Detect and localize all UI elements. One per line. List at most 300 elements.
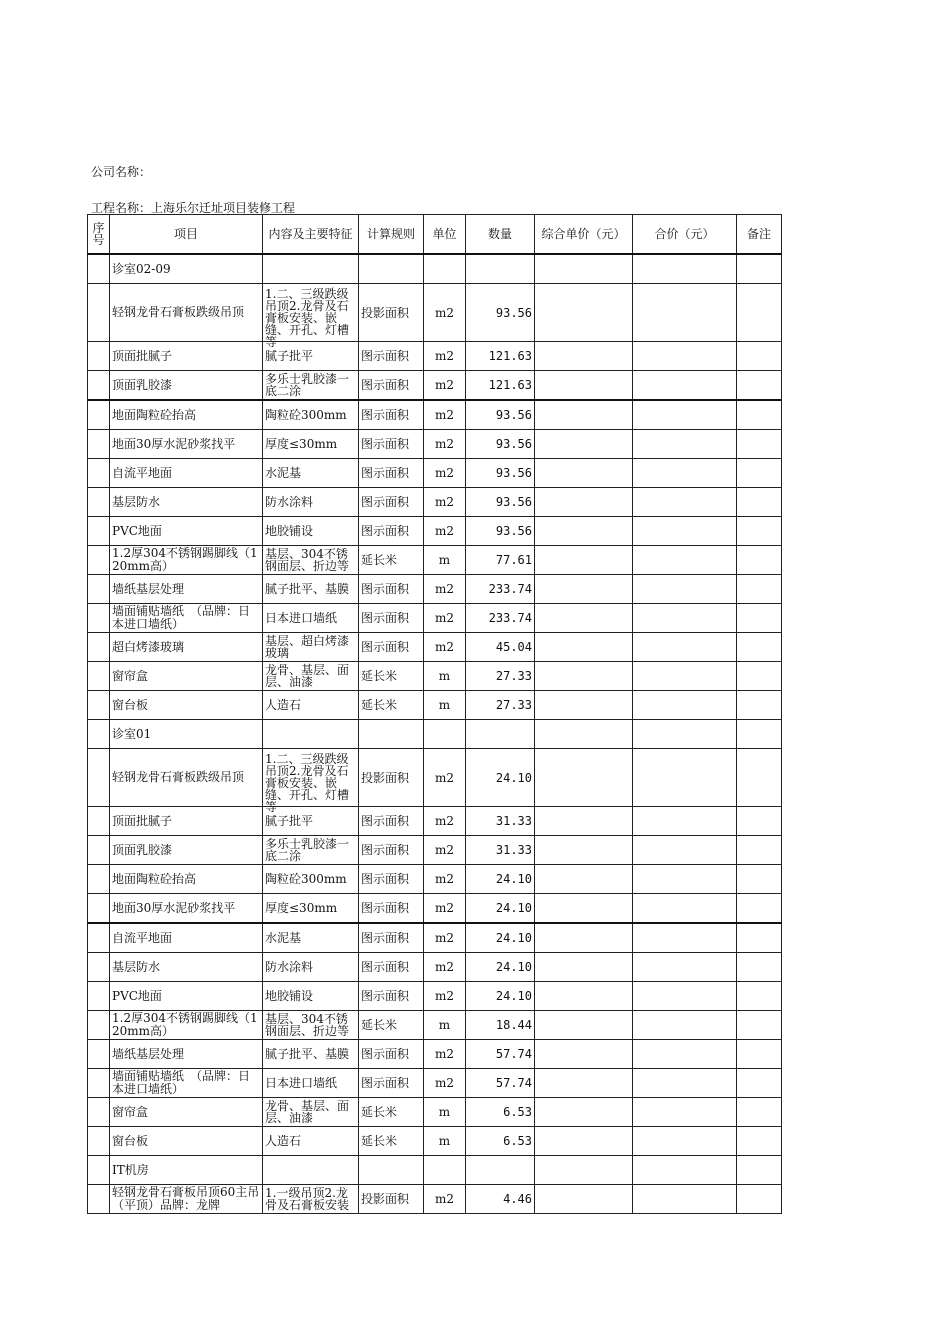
cell-item-text: IT机房 [112,1162,149,1177]
cell-price [535,1011,633,1040]
cell-unit-text: m2 [434,989,454,1003]
cell-seq [88,284,110,342]
cell-seq [88,517,110,546]
cell-qty-text: 24.10 [495,960,532,974]
cell-unit [424,371,466,401]
cell-qty [466,807,535,836]
cell-unit-text: m [438,698,451,712]
cell-unit [424,1040,466,1069]
cell-item-text: 轻钢龙骨石膏板吊顶60主吊（平顶）品牌：龙牌 [112,1185,260,1212]
cell-unit [424,662,466,691]
cell-qty [466,953,535,982]
table-row [88,953,782,982]
cell-item [110,1185,263,1214]
cell-unit-text: m2 [434,466,454,480]
section-row [88,1156,782,1185]
cell-price [535,371,633,401]
cell-total [633,459,737,488]
cell-qty-text: 93.56 [495,495,532,509]
cell-price [535,254,633,284]
cell-item [110,662,263,691]
cell-item [110,488,263,517]
cell-qty [466,342,535,371]
cell-unit-text: m2 [434,814,454,828]
cell-qty-text: 57.74 [495,1076,532,1090]
cell-rule-text: 图示面积 [361,495,410,509]
cell-desc-text: 日本进口墙纸 [265,611,338,625]
cell-rule [359,836,424,865]
table-row [88,865,782,894]
cell-item-text: 窗台板 [112,697,149,712]
cell-item [110,982,263,1011]
cell-desc-text: 龙骨、基层、面层、油漆 [265,663,350,689]
cell-unit [424,284,466,342]
cell-qty-text: 93.56 [495,305,532,320]
cell-item [110,749,263,807]
cell-remark [737,1040,782,1069]
cell-price [535,953,633,982]
cell-qty-text: 57.74 [495,1047,532,1061]
cell-desc [263,1069,359,1098]
cell-item-text: 墙面铺贴墙纸 （品牌：日本进口墙纸） [112,1069,251,1096]
cell-unit [424,1156,466,1185]
cell-remark [737,488,782,517]
cell-rule-text: 图示面积 [361,408,410,422]
cell-qty-text: 6.53 [503,1134,532,1148]
cell-item [110,575,263,604]
cell-item-text: 墙面铺贴墙纸 （品牌：日本进口墙纸） [112,604,251,631]
cell-unit-text: m2 [434,378,454,392]
cell-rule-text: 延长米 [361,1018,398,1032]
cell-item [110,284,263,342]
cell-qty-text: 24.10 [495,931,532,945]
table-row [88,1185,782,1214]
cell-price [535,1040,633,1069]
cell-qty-text: 27.33 [495,698,532,712]
cell-item-text: 地面陶粒砼抬高 [112,871,197,886]
cell-qty [466,517,535,546]
cell-desc [263,633,359,662]
cell-item [110,953,263,982]
cell-unit-text: m2 [434,495,454,509]
cell-desc-text: 日本进口墙纸 [265,1076,338,1090]
cell-price [535,865,633,894]
cell-seq [88,575,110,604]
cell-qty-text: 18.44 [495,1018,532,1032]
cell-qty-text: 93.56 [495,437,532,451]
cell-seq [88,982,110,1011]
header-unit: 单位 [424,215,466,255]
cell-desc [263,604,359,633]
cell-desc [263,517,359,546]
cell-rule [359,400,424,430]
cell-desc [263,488,359,517]
cell-total [633,691,737,720]
cell-qty-text: 121.63 [488,349,532,363]
cell-rule [359,1185,424,1214]
cell-rule [359,691,424,720]
cell-rule [359,1098,424,1127]
cell-total [633,1156,737,1185]
cell-price [535,284,633,342]
cell-qty-text: 24.10 [495,989,532,1003]
cell-desc-text: 1.二、三级跌级吊顶2.龙骨及石膏板安装、嵌缝、开孔、灯槽等 [265,286,350,349]
cell-rule-text: 延长米 [361,1105,398,1119]
cell-seq [88,371,110,401]
cell-remark [737,894,782,924]
cell-price [535,459,633,488]
cell-rule-text: 投影面积 [361,305,410,320]
cell-rule [359,894,424,924]
cell-price [535,662,633,691]
cell-total [633,633,737,662]
cell-qty-text: 77.61 [495,553,532,567]
cell-rule-text: 图示面积 [361,437,410,451]
cell-price [535,575,633,604]
section-row [88,254,782,284]
cell-desc-text: 腻子批平 [265,814,314,828]
cell-remark [737,953,782,982]
cell-remark [737,284,782,342]
cell-qty-text: 93.56 [495,408,532,422]
cell-unit-text: m2 [434,1192,454,1206]
cell-desc [263,284,359,349]
cell-unit [424,1098,466,1127]
cell-qty [466,430,535,459]
project-name-label: 工程名称：上海乐尔迁址项目装修工程 [91,201,296,215]
cell-rule [359,982,424,1011]
cell-item [110,1011,263,1040]
cell-rule [359,488,424,517]
cell-remark [737,1011,782,1040]
cell-item-text: 自流平地面 [112,930,173,945]
cell-desc [263,430,359,459]
table-row [88,749,782,807]
cell-item [110,923,263,953]
cell-desc-text: 龙骨、基层、面层、油漆 [265,1099,350,1125]
cell-rule [359,662,424,691]
cell-item-text: 诊室02-09 [112,261,171,276]
cell-rule [359,254,424,284]
cell-price [535,807,633,836]
cell-rule [359,284,424,342]
cell-desc-text: 陶粒砼300mm [265,872,347,886]
cell-unit-text: m [438,669,451,683]
cell-seq [88,691,110,720]
cell-seq [88,1098,110,1127]
cell-seq [88,254,110,284]
cell-qty-text: 24.10 [495,901,532,915]
header-remark: 备注 [737,215,782,255]
cell-desc-text: 水泥基 [265,466,302,480]
header-item: 项目 [110,215,263,255]
cell-seq [88,1040,110,1069]
cell-unit [424,546,466,575]
cell-qty [466,371,535,401]
table-row [88,371,782,401]
cell-total [633,953,737,982]
cell-rule-text: 图示面积 [361,378,410,392]
cell-remark [737,430,782,459]
cell-qty-text: 121.63 [488,378,532,392]
cell-rule-text: 图示面积 [361,640,410,654]
cell-rule-text: 图示面积 [361,524,410,538]
cell-unit [424,517,466,546]
cell-price [535,1098,633,1127]
cell-unit-text: m [438,1018,451,1032]
cell-desc [263,1098,359,1127]
cell-rule-text: 图示面积 [361,960,410,974]
cell-item [110,633,263,662]
cell-item-text: 基层防水 [112,959,161,974]
cell-qty [466,1098,535,1127]
cell-seq [88,1127,110,1156]
cell-qty [466,836,535,865]
cell-remark [737,865,782,894]
cell-qty [466,400,535,430]
cell-rule [359,807,424,836]
cell-seq [88,836,110,865]
cell-unit [424,400,466,430]
cell-rule [359,720,424,749]
cell-total [633,720,737,749]
cell-unit-text: m [438,1105,451,1119]
cell-rule [359,371,424,401]
cell-unit-text: m2 [434,582,454,596]
cell-item-text: 墙纸基层处理 [112,581,185,596]
cell-price [535,720,633,749]
table-row [88,546,782,575]
cell-unit [424,430,466,459]
table-row [88,894,782,924]
cell-unit [424,865,466,894]
cell-rule [359,459,424,488]
table-body [88,215,782,1214]
cell-unit [424,459,466,488]
cell-item [110,1069,263,1098]
cell-rule-text: 图示面积 [361,611,410,625]
cell-remark [737,342,782,371]
cell-desc-text: 防水涂料 [265,960,314,974]
cell-desc-text: 腻子批平、基膜 [265,582,350,596]
cell-remark [737,982,782,1011]
cell-qty [466,1069,535,1098]
cell-desc-text: 腻子批平 [265,349,314,363]
cell-remark [737,633,782,662]
cell-unit [424,982,466,1011]
cell-remark [737,400,782,430]
cell-unit-text: m [438,1134,451,1148]
cell-qty [466,488,535,517]
cell-rule-text: 图示面积 [361,872,410,886]
table-row [88,1098,782,1127]
cell-desc-text: 1.一级吊顶2.龙骨及石膏板安装 [265,1186,350,1212]
cell-item [110,1127,263,1156]
cell-unit-text: m2 [434,770,454,785]
cell-item-text: 1.2厚304不锈钢踢脚线（120mm高） [112,546,258,573]
cell-rule-text: 延长米 [361,698,398,712]
cell-item-text: PVC地面 [112,523,162,538]
cell-unit [424,953,466,982]
cell-qty [466,662,535,691]
cell-item [110,604,263,633]
cell-unit-text: m2 [434,408,454,422]
cell-item-text: 墙纸基层处理 [112,1046,185,1061]
cell-rule-text: 图示面积 [361,1047,410,1061]
cell-desc [263,894,359,924]
table-row [88,488,782,517]
cell-price [535,1185,633,1214]
cell-desc [263,982,359,1011]
cell-item-text: 地面陶粒砼抬高 [112,407,197,422]
cell-desc-text: 基层、304不锈钢面层、折边等 [265,547,350,573]
table-row [88,662,782,691]
cell-rule-text: 延长米 [361,1134,398,1148]
cell-qty [466,633,535,662]
cell-qty [466,749,535,807]
table-row [88,633,782,662]
cell-item-text: 自流平地面 [112,465,173,480]
cell-item-text: 1.2厚304不锈钢踢脚线（120mm高） [112,1011,258,1038]
table-row [88,1127,782,1156]
cell-rule [359,865,424,894]
table-row [88,1040,782,1069]
cell-qty-text: 93.56 [495,524,532,538]
cell-seq [88,1011,110,1040]
cell-desc-text: 陶粒砼300mm [265,408,347,422]
cell-price [535,894,633,924]
cell-remark [737,459,782,488]
cell-desc [263,662,359,691]
cell-remark [737,254,782,284]
cell-desc [263,400,359,430]
cell-unit-text: m2 [434,305,454,320]
cell-seq [88,488,110,517]
cell-qty-text: 24.10 [495,872,532,886]
cell-desc-text: 人造石 [265,698,302,712]
cell-rule [359,575,424,604]
cell-total [633,1127,737,1156]
cell-item [110,342,263,371]
cell-desc-text: 腻子批平、基膜 [265,1047,350,1061]
cell-total [633,662,737,691]
cell-desc [263,923,359,953]
cell-total [633,517,737,546]
table-row [88,517,782,546]
cell-item-text: 轻钢龙骨石膏板跌级吊顶 [112,305,245,319]
cell-seq [88,430,110,459]
cell-item [110,400,263,430]
cell-qty [466,1127,535,1156]
cell-item [110,720,263,749]
cell-item-text: 顶面乳胶漆 [112,842,173,857]
cell-rule [359,749,424,807]
cell-total [633,284,737,342]
cell-total [633,342,737,371]
table-row [88,342,782,371]
table-row [88,807,782,836]
cell-unit [424,1127,466,1156]
cell-remark [737,371,782,401]
cell-item [110,836,263,865]
cell-rule [359,1156,424,1185]
cell-seq [88,633,110,662]
cell-item [110,807,263,836]
cell-item [110,894,263,924]
cell-unit [424,254,466,284]
cell-rule-text: 图示面积 [361,466,410,480]
header-rule: 计算规则 [359,215,424,255]
cell-seq [88,749,110,807]
cell-seq [88,604,110,633]
cell-rule [359,517,424,546]
cell-seq [88,1185,110,1214]
cell-unit-text: m2 [434,640,454,654]
cell-item-text: 诊室01 [112,726,152,741]
cell-seq [88,807,110,836]
cell-total [633,749,737,807]
header-seq: 序号 [88,215,110,255]
cell-desc [263,1011,359,1040]
cell-item [110,459,263,488]
cell-total [633,254,737,284]
cell-rule-text: 图示面积 [361,1076,410,1090]
cell-qty [466,604,535,633]
cell-price [535,517,633,546]
cell-total [633,604,737,633]
cell-price [535,923,633,953]
company-name-label: 公司名称： [91,165,152,179]
cell-price [535,488,633,517]
cell-unit-text: m2 [434,843,454,857]
cell-unit [424,923,466,953]
cell-remark [737,807,782,836]
cell-unit-text: m2 [434,872,454,886]
cell-unit-text: m2 [434,1047,454,1061]
table-row [88,604,782,633]
cell-unit-text: m2 [434,524,454,538]
cell-rule-text: 图示面积 [361,843,410,857]
cell-price [535,633,633,662]
cell-rule [359,1127,424,1156]
cell-qty [466,1011,535,1040]
cell-unit-text: m2 [434,931,454,945]
cell-rule-text: 图示面积 [361,931,410,945]
quotation-table [87,214,782,1214]
cell-item-text: 超白烤漆玻璃 [112,639,185,654]
table-row [88,691,782,720]
cell-seq [88,546,110,575]
cell-desc-text: 地胶铺设 [265,989,314,1003]
cell-unit-text: m2 [434,437,454,451]
cell-qty-text: 4.46 [503,1192,532,1206]
cell-price [535,749,633,807]
cell-total [633,575,737,604]
cell-desc-text: 人造石 [265,1134,302,1148]
cell-price [535,836,633,865]
cell-item-text: PVC地面 [112,988,162,1003]
cell-unit-text: m2 [434,611,454,625]
header-total: 合价（元） [633,215,737,255]
table-row [88,400,782,430]
cell-desc [263,953,359,982]
cell-unit-text: m2 [434,1076,454,1090]
cell-desc [263,546,359,575]
cell-remark [737,836,782,865]
cell-item [110,1040,263,1069]
cell-item-text: 地面30厚水泥砂浆找平 [112,436,236,451]
cell-seq [88,720,110,749]
